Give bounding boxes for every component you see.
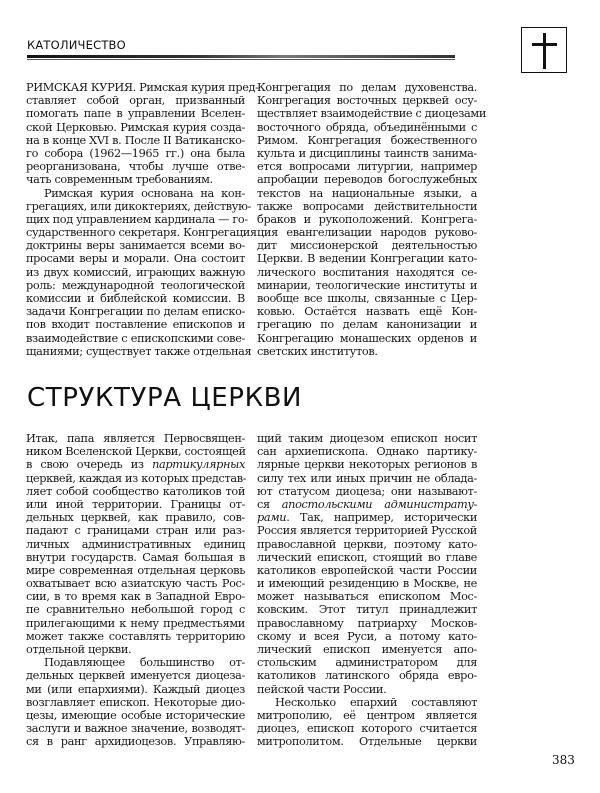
text-line: ется вопросами литургии, например <box>257 160 477 174</box>
text-line <box>26 458 245 471</box>
text-line <box>257 498 477 511</box>
text-line: внутри государств. Самая большая в <box>26 550 245 564</box>
text-line: ником Вселенской Церкви, состоящей <box>26 445 246 459</box>
text-line: ковским. Этот титул принадлежит <box>257 603 477 617</box>
text-line: Конгрегация восточных церквей осу- <box>257 94 477 108</box>
text-line: православной церкви, поэтому като- <box>257 537 477 551</box>
text-line: может также составлять территорию <box>26 629 245 643</box>
text-line: просами веры и морали. Она состоит <box>26 252 245 266</box>
text-line: ция евангелизации народов руково- <box>257 226 477 240</box>
text-line: лярные церкви некоторых регионов в <box>257 458 477 472</box>
text-line: минарии, теологические институты и <box>257 278 477 292</box>
text-line: ми (или епархиями). Каждый диоцез <box>26 682 245 696</box>
text-line: взаимодействие с епископскими сове- <box>26 331 245 345</box>
text-line: восточного обряда, объединёнными с <box>257 120 477 134</box>
text-line: прилегающими к нему предместьями <box>26 616 245 630</box>
text-line: ся в ранг архидиоцезов. Управляю- <box>26 735 245 749</box>
text-line: дит миссионерской деятельностью <box>257 239 477 253</box>
text-line: роль: международной теологической <box>26 278 245 292</box>
text-line: доктрины веры занимается всеми во- <box>26 239 245 253</box>
text-line: диоцез, епископ которого считается <box>257 722 477 736</box>
text-line: может называться епископом Мос- <box>257 590 477 604</box>
text-line: митрополию, её центром является <box>257 708 477 722</box>
text-line: задачи Конгрегации по делам еписко- <box>26 305 245 319</box>
section-title: СТРУКТУРА ЦЕРКВИ <box>27 383 303 413</box>
text-line: ковью. Остаётся назвать ещё Кон- <box>257 305 477 319</box>
text-line: апробации переводов богослужебных <box>257 173 477 187</box>
text-line: Римом. Конгрегация божественного <box>257 133 477 147</box>
text-line: культа и дисциплины таинств занима- <box>257 146 477 160</box>
text-line: возглавляет епископ. Некоторые дио- <box>26 695 245 709</box>
text-line: стольским администратором для <box>257 656 477 670</box>
text-line: из двух комиссий, играющих важную <box>26 265 245 279</box>
text-line: ляет собой сообщество католиков той <box>26 484 245 498</box>
text-line: ставляет собой орган, призванный <box>26 94 245 108</box>
text-line: Римская курия основана на кон- <box>44 186 245 200</box>
text-line: митрополитом. Отдельные церкви <box>257 735 477 749</box>
text-line: церквей, каждая из которых представ- <box>26 471 247 485</box>
text-line: пов входит поставление епископов и <box>26 318 245 332</box>
text-line: браков и рукоположений. Конгрега- <box>257 212 477 226</box>
text-line: помогать папе в управлении Вселен- <box>26 107 245 121</box>
top-column-right <box>257 81 487 358</box>
running-head: КАТОЛИЧЕСТВО <box>27 38 126 52</box>
text-line <box>257 511 477 524</box>
text-line: Конгрегацию монашеских орденов и <box>257 331 477 345</box>
text-fragment: в свою очередь из <box>26 458 153 472</box>
text-line: сан архиепископа. Однако партику- <box>257 445 477 459</box>
text-line: щих под управлением кардинала — го- <box>26 212 248 226</box>
cross-horizontal-bar <box>532 43 557 46</box>
italic-term: апостольскими администрату- <box>281 497 477 511</box>
text-line: ют статусом диоцеза; они называют- <box>257 484 477 498</box>
page-number: 383 <box>552 753 575 767</box>
italic-term: партикулярных <box>152 458 245 472</box>
cross-icon <box>521 27 567 73</box>
text-line: реорганизована, чтобы лучше отве- <box>26 160 245 174</box>
text-line: грегациях, или дикоктериях, действую- <box>26 199 252 213</box>
text-line: заслуги и важное значение, возводят- <box>26 722 245 736</box>
text-line: лический епископ, стоящий во главе <box>257 550 477 564</box>
cross-vertical-bar <box>543 33 546 69</box>
text-line: комиссии и библейской комиссии. В <box>26 292 245 305</box>
text-fragment: . Так, например, исторически <box>286 511 477 525</box>
text-line: силу тех или иных причин не облада- <box>257 471 477 485</box>
text-line: щий таким диоцезом епископ носит <box>257 432 477 445</box>
text-line: ществляет взаимодействие с диоцезами <box>257 107 487 121</box>
text-fragment: ся <box>257 497 282 511</box>
italic-term: рами <box>257 511 287 525</box>
text-line: щаниями; существует также отдельная <box>26 344 252 358</box>
text-line: цезы, имеющие особые исторические <box>26 708 245 722</box>
text-line: пейской части России. <box>257 682 387 696</box>
text-line: также вопросами действительности <box>257 199 477 213</box>
text-line: скому и всея Руси, а потому като- <box>257 629 477 643</box>
text-line: лического воспитания находятся се- <box>257 265 477 279</box>
text-line: светских институтов. <box>257 344 378 358</box>
text-line: го собора (1962—1965 гг.) она была <box>26 146 245 160</box>
section-column-right <box>257 432 477 749</box>
text-line: мире современная отдельная церковь <box>26 563 245 577</box>
text-line: Итак, папа является Первосвящен- <box>26 432 245 445</box>
header-rule <box>27 55 455 58</box>
text-line: Россия является территорией Русской <box>257 524 477 538</box>
text-line: текстов на национальные языки, а <box>257 186 477 200</box>
text-line: и имеющий резиденцию в Москве, не <box>257 577 477 591</box>
text-line: отдельной церкви. <box>26 643 132 656</box>
text-line: католиков латинского обряда евро- <box>257 669 477 683</box>
text-line: Несколько епархий составляют <box>275 695 477 709</box>
section-column-left <box>26 432 245 749</box>
text-line: Подавляющее большинство от- <box>44 656 245 670</box>
text-line: дельных церквей именуется диоцеза- <box>26 669 245 683</box>
text-line: падают с границами стран или раз- <box>26 524 245 538</box>
text-line: вообще все школы, связанные с Цер- <box>257 292 477 305</box>
text-line: личных административных единиц <box>26 537 245 551</box>
text-line: охватывает всю азиатскую часть Рос- <box>26 577 245 591</box>
top-column-left <box>26 81 259 358</box>
text-line: на в конце XVI в. После II Ватиканско- <box>26 133 245 147</box>
text-line: или иной территории. Границы от- <box>26 497 245 511</box>
text-line: ской Церковью. Римская курия созда- <box>26 120 245 134</box>
text-line: грегацию по делам канонизации и <box>257 318 477 332</box>
text-line: РИМСКАЯ КУРИЯ. Римская курия пред- <box>26 81 259 94</box>
text-line: дельных церквей, как правило, сов- <box>26 511 245 525</box>
text-line: лический епископ именуется апо- <box>257 643 477 656</box>
text-line: Конгрегация по делам духовенства. <box>257 81 477 94</box>
text-line: сии, в то время как в Западной Евро- <box>26 590 245 604</box>
text-line: пе сравнительно небольшой город с <box>26 603 245 617</box>
text-line: чать современным требованиям. <box>26 173 213 187</box>
text-line: католиков европейской части России <box>257 563 477 577</box>
header-rule-thin <box>27 59 455 60</box>
text-line: сударственного секретаря. Конгрегация <box>26 226 257 240</box>
text-line: Церкви. В ведении Конгрегации като- <box>257 252 477 266</box>
text-line: православному патриарху Москов- <box>257 616 477 630</box>
